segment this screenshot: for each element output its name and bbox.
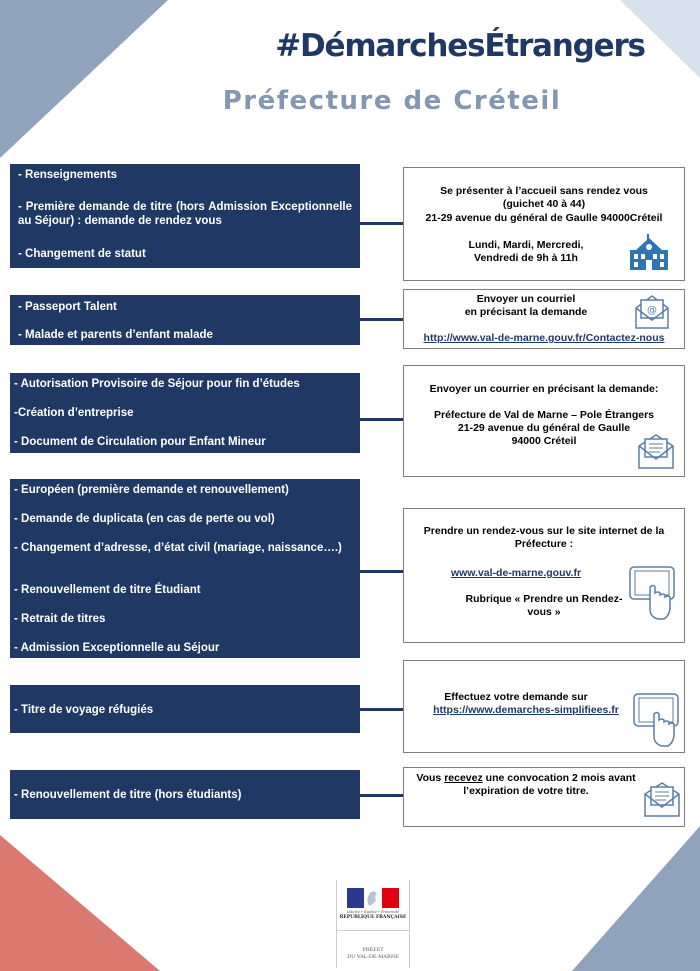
connector-line bbox=[360, 318, 403, 321]
letter-envelope-icon bbox=[642, 780, 682, 818]
section-6-topics bbox=[10, 770, 360, 819]
instruction-text: Vous bbox=[416, 772, 442, 784]
topic-item: - Retrait de titres bbox=[14, 613, 106, 625]
instruction-text: 94000 Créteil bbox=[511, 435, 577, 447]
section-1-topics bbox=[10, 164, 360, 268]
connector-line bbox=[360, 418, 403, 421]
hashtag-title: #DémarchesÉtrangers bbox=[275, 28, 645, 64]
instruction-text: Vendredi de 9h à 11h bbox=[474, 252, 578, 264]
instruction-text: Lundi, Mardi, Mercredi, bbox=[468, 239, 584, 251]
topic-item: - Malade et parents d’enfant malade bbox=[18, 329, 213, 341]
instruction-text: 21-29 avenue du général de Gaulle 94000Créteil bbox=[425, 212, 663, 224]
section-4-topics bbox=[10, 479, 360, 658]
topic-item: - Changement de statut bbox=[18, 248, 146, 260]
connector-line bbox=[360, 708, 403, 711]
instruction-text: Rubrique « Prendre un Rendez-vous » bbox=[465, 593, 623, 618]
connector-line bbox=[360, 222, 403, 225]
instruction-text: Prendre un rendez-vous sur le site internet de la Préfecture : bbox=[423, 525, 665, 550]
prefet-label: PRÉFET bbox=[362, 947, 384, 953]
instruction-text: en précisant la demande bbox=[464, 306, 588, 318]
topic-item: - Document de Circulation pour Enfant Mineur bbox=[14, 436, 266, 448]
letter-envelope-icon bbox=[636, 432, 676, 470]
marianne-flag-icon bbox=[347, 888, 399, 908]
instruction-text: Se présenter à l’accueil sans rendez vous bbox=[440, 185, 648, 197]
topic-item: - Renseignements bbox=[18, 169, 118, 181]
section-3-topics bbox=[10, 373, 360, 453]
republic-label: RÉPUBLIQUE FRANÇAISE bbox=[339, 915, 407, 920]
topic-item: - Changement d’adresse, d’état civil (mariage, naissance….) bbox=[14, 542, 342, 554]
page-subtitle: Préfecture de Créteil bbox=[222, 86, 562, 116]
topic-item: - Autorisation Provisoire de Séjour pour fin d’études bbox=[14, 378, 300, 390]
topic-item: - Titre de voyage réfugiés bbox=[14, 704, 154, 716]
top-left-corner-triangle bbox=[0, 0, 170, 160]
tablet-touch-icon bbox=[628, 565, 678, 625]
section-2-topics bbox=[10, 295, 360, 345]
prefecture-website-link[interactable]: www.val-de-marne.gouv.fr bbox=[450, 567, 582, 579]
topic-item: - Passeport Talent bbox=[18, 301, 117, 313]
topic-item: - Renouvellement de titre (hors étudiants) bbox=[14, 789, 242, 801]
tablet-touch-icon bbox=[632, 692, 682, 752]
email-envelope-icon bbox=[632, 294, 672, 330]
prefecture-logo bbox=[336, 880, 410, 968]
motto: Liberté • Égalité • Fraternité bbox=[346, 910, 400, 914]
instruction-text: Effectuez votre demande sur bbox=[444, 691, 588, 703]
topic-item: - Première demande de titre (hors Admission Exceptionnelle au Séjour) : demande de rendez vous bbox=[18, 201, 352, 227]
school-building-icon bbox=[628, 234, 670, 272]
instruction-text: (guichet 40 à 44) bbox=[502, 198, 586, 210]
instruction-text bbox=[408, 772, 644, 785]
topic-item: - Admission Exceptionnelle au Séjour bbox=[14, 642, 220, 654]
instruction-text: 21-29 avenue du général de Gaulle bbox=[457, 422, 631, 434]
instruction-text: l’expiration de votre titre. bbox=[463, 785, 589, 797]
instruction-text: Préfecture de Val de Marne – Pole Étrangers bbox=[433, 409, 654, 421]
demarches-simplifiees-link[interactable]: https://www.demarches-simplifiees.fr bbox=[433, 704, 619, 716]
bottom-right-corner-triangle bbox=[572, 826, 700, 971]
department-label: DU VAL-DE-MARNE bbox=[347, 954, 399, 960]
svg-text:@: @ bbox=[647, 305, 657, 316]
connector-line bbox=[360, 794, 403, 797]
topic-item: - Renouvellement de titre Étudiant bbox=[14, 584, 201, 596]
contact-link[interactable]: http://www.val-de-marne.gouv.fr/Contactez-nous bbox=[423, 332, 665, 344]
instruction-text: une convocation 2 mois avant bbox=[485, 772, 636, 784]
topic-item: - Européen (première demande et renouvellement) bbox=[14, 484, 289, 496]
instruction-text: Envoyer un courrier en précisant la demande: bbox=[429, 383, 659, 395]
section-5-topics bbox=[10, 685, 360, 733]
topic-item: -Création d’entreprise bbox=[14, 407, 134, 419]
topic-item: - Demande de duplicata (en cas de perte ou vol) bbox=[14, 513, 275, 525]
instruction-text: Envoyer un courriel bbox=[476, 293, 576, 305]
connector-line bbox=[360, 570, 403, 573]
emphasis-text: recevez bbox=[444, 772, 483, 784]
bottom-left-corner-triangle bbox=[0, 835, 160, 971]
